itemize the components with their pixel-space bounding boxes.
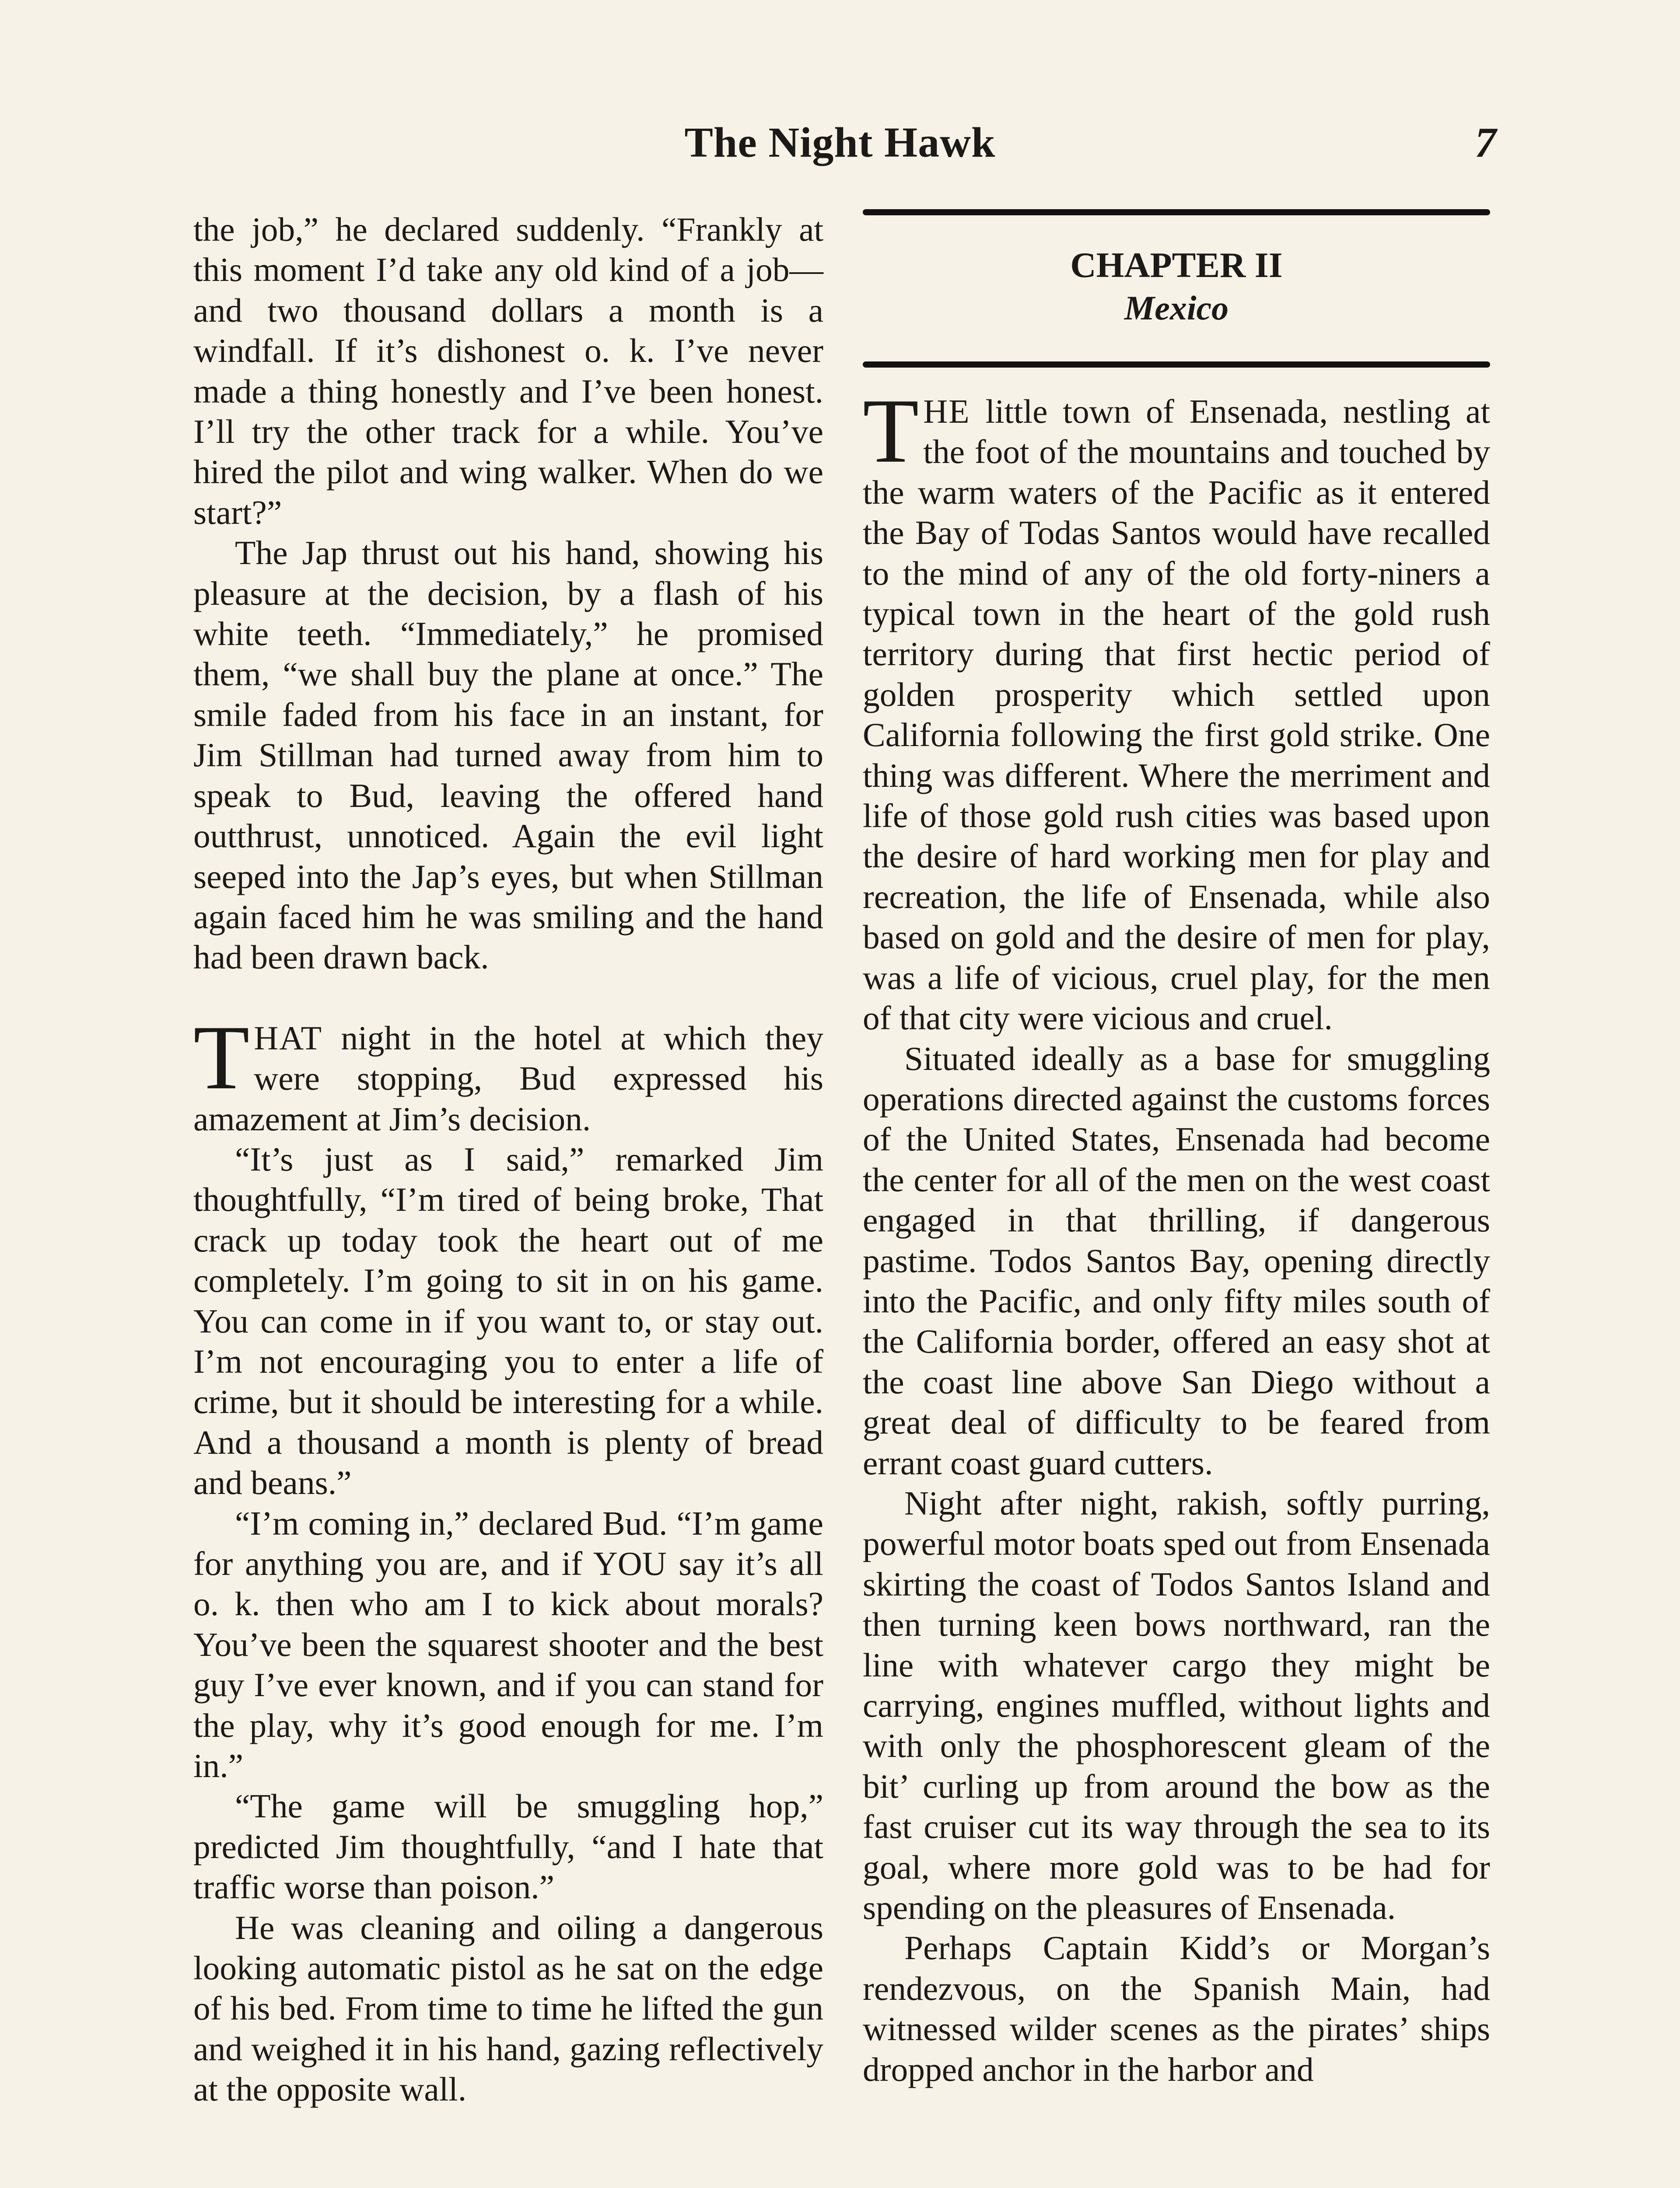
paragraph: Situated ideally as a base for smuggling operations directed against the customs forces of the United States, Ensenada had become the center for all of the men on the west coast engaged in that thrilling, if dangerous pastime. Todos Santos Bay, opening directly into the Pacific, and only fifty miles south of the California border, offered an easy shot at the coast line above San Diego without a great deal of difficulty to be feared from errant coast guard cutters. [863,1039,1490,1482]
left-column [193,209,823,2110]
chapter-subtitle: Mexico [1124,289,1229,327]
chapter-body [863,380,1490,2090]
right-column [863,209,1490,2090]
drop-cap: T [193,1006,250,1108]
paragraph: “The game will be smuggling hop,” predicted Jim thoughtfully, “and I hate that traffic worse than poison.” [193,1787,823,1906]
section-start-paragraph [193,1006,823,1139]
opening-paragraph [863,380,1490,1038]
paragraph: Night after night, rakish, softly purring, powerful motor boats sped out from Ensenada skirting the coast of Todos Santos Island and then turning keen bows northward, ran the line with whatever cargo they might be carrying, engines muffled, without lights and with only the phosphorescent gleam of the bit’ curling up from around the bow as the fast cruiser cut its way through the sea to its goal, where more gold was to be had for spending on the pleasures of Ensenada. [863,1484,1490,1927]
page-header [0,109,1680,188]
bottom-rule [863,361,1490,368]
running-title: The Night Hawk [684,119,996,166]
paragraph-text: little town of Ensenada, nestling at the foot of the mountains and touched by the warm waters of the Pacific as it entered the Bay of Todas Santos would have recalled to the mind of any of the old forty-niners a typical town in the heart of the gold rush territory during that first hectic period of golden prosperity which settled upon California following the first gold strike. One thing was different. Where the merriment and life of those gold rush cities was based upon the desire of hard working men for play and recreation, the life of Ensenada, while also based on gold and the desire of men for play, was a life of vicious, cruel play, for the men of that city were vicious and cruel. [863,393,1490,1037]
paragraph: “I’m coming in,” declared Bud. “I’m game for anything you are, and if YOU say it’s all o. k. then who am I to kick about morals? You’ve been the squarest shooter and the best guy I’ve ever known, and if you can stand for the play, why it’s good enough for me. I’m in.” [193,1504,823,1785]
paragraph: the job,” he declared suddenly. “Frankly at this moment I’d take any old kind of a job—and two thousand dollars a month is a windfall. If it’s dishonest o. k. I’ve never made a thing honestly and I’ve been honest. I’ll try the other track for a while. You’ve hired the pilot and wing walker. When do we start?” [193,210,823,531]
small-caps-lead: HAT [254,1019,322,1057]
chapter-title: CHAPTER II [1070,245,1283,285]
small-caps-lead: HE [923,393,970,430]
paragraph: The Jap thrust out his hand, showing his pleasure at the decision, by a flash of his white teeth. “Immediately,” he promised them, “we shall buy the plane at once.” The smile faded from his face in an instant, for Jim Stillman had turned away from him to speak to Bud, leaving the offered hand outthrust, unnoticed. Again the evil light seeped into the Jap’s eyes, but when Stillman again faced him he was smiling and the hand had been drawn back. [193,534,823,976]
drop-cap: T [863,380,919,482]
paragraph: “It’s just as I said,” remarked Jim thoughtfully, “I’m tired of being broke, That crack up today took the heart out of me completely. I’m going to sit in on his game. You can come in if you want to, or stay out. I’m not encouraging you to enter a life of crime, but it should be interesting for a while. And a thousand a month is plenty of bread and beans.” [193,1140,823,1502]
paragraph: He was cleaning and oiling a dangerous looking automatic pistol as he sat on the edge of his bed. From time to time he lifted the gun and weighed it in his hand, gazing reflectively at the opposite wall. [193,1908,823,2108]
paragraph: Perhaps Captain Kidd’s or Morgan’s rendezvous, on the Spanish Main, had witnessed wilder scenes as the pirates’ ships dropped anchor in the harbor and [863,1929,1490,2088]
paragraph-text: night in the hotel at which they were stopping, Bud expressed his amazement at Jim’s decision. [193,1019,823,1138]
chapter-heading [863,209,1490,368]
page-number: 7 [1475,119,1496,166]
top-rule [863,209,1490,215]
